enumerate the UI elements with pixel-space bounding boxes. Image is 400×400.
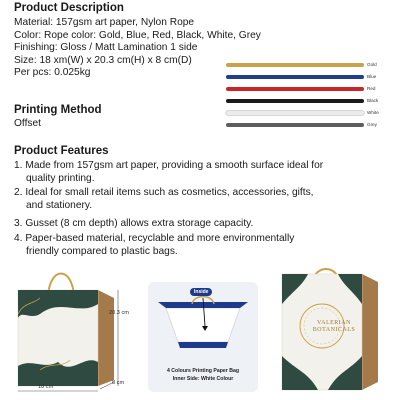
rope-swatch-black — [226, 96, 396, 108]
description-line: Finishing: Gloss / Matt Lamination 1 side — [14, 42, 198, 54]
features-heading: Product Features — [14, 145, 109, 157]
rope-line — [226, 63, 364, 67]
depth-label: 8 cm — [112, 380, 125, 386]
bag-gusset — [98, 290, 114, 386]
feature-text: 2. Ideal for small retail items such as cosmetics, accessories, gifts, — [14, 187, 314, 198]
feature-item — [14, 160, 394, 185]
rope-line — [226, 111, 364, 115]
height-label: 20.3 cm — [109, 310, 129, 316]
bag-dimension-image — [10, 258, 140, 398]
rope-line — [226, 99, 364, 103]
rope-line — [226, 123, 364, 127]
printing-value: Offset — [14, 118, 41, 129]
feature-text-cont: and stationery. — [26, 199, 93, 211]
feature-item — [14, 187, 394, 212]
rope-label: Red — [367, 86, 376, 91]
caption-line-2: Inner Side: White Colour — [172, 376, 234, 382]
rope-label: Black — [367, 98, 379, 103]
rope-swatch-white — [226, 108, 396, 120]
description-line: Color: Rope color: Gold, Blue, Red, Black, White, Grey — [14, 29, 261, 41]
rope-swatch-grey — [226, 120, 396, 132]
rope-label: White — [367, 110, 379, 115]
rope-swatch-red — [226, 84, 396, 96]
rope-line — [226, 75, 364, 79]
caption-line-1: 4 Colours Printing Paper Bag — [166, 368, 240, 374]
feature-text: 3. Gusset (8 cm depth) allows extra storage capacity. — [14, 218, 254, 229]
inside-view-image — [148, 282, 258, 392]
feature-item — [14, 218, 394, 231]
rope-swatch-blue — [226, 72, 396, 84]
feature-text: 4. Paper-based material, recyclable and more environmentally — [14, 233, 295, 244]
feature-text-cont: friendly compared to plastic bags. — [26, 245, 178, 257]
rope-label: Gold — [367, 62, 377, 67]
description-heading: Product Description — [14, 2, 124, 14]
leaf-pattern-bottom — [18, 360, 98, 386]
width-label: 18 cm — [38, 384, 54, 390]
rope-label: Blue — [367, 74, 377, 79]
description-line: Size: 18 xm(W) x 20.3 cm(H) x 8 cm(D) — [14, 54, 192, 66]
inside-tag: Inside — [190, 288, 212, 296]
rope-line — [226, 87, 364, 91]
feature-text: 1. Made from 157gsm art paper, providing a smooth surface ideal for — [14, 160, 324, 171]
printing-heading: Printing Method — [14, 104, 102, 116]
rope-swatch-gold — [226, 60, 396, 72]
brand-line: VALERIAN — [317, 320, 351, 326]
rope-label: Grey — [367, 122, 377, 127]
brand-line: BOTANICALS — [312, 327, 356, 333]
feature-text-cont: quality printing. — [26, 172, 95, 184]
description-line: Material: 157gsm art paper, Nylon Rope — [14, 17, 195, 28]
description-line: Per pcs: 0.025kg — [14, 67, 91, 79]
feature-item — [14, 233, 394, 258]
brand-text — [300, 320, 368, 334]
